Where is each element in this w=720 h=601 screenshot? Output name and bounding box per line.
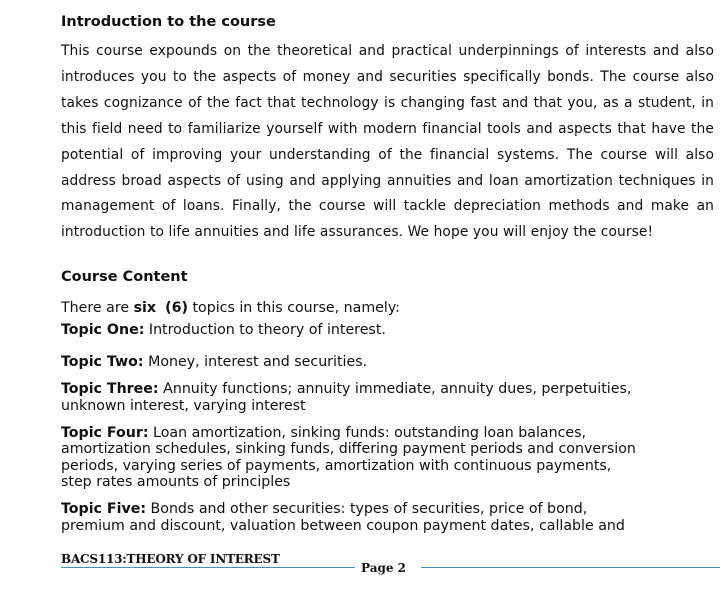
topic-label: Topic Five:	[61, 501, 147, 517]
topic-two	[61, 354, 641, 371]
topic-four	[61, 425, 641, 491]
topic-text: Introduction to theory of interest.	[144, 322, 386, 339]
topic-text: Loan amortization, sinking funds: outstanding loan balances, amortization schedules, sinking funds, differing payment periods and conversion periods, varying series of payments, amortization with continuous payments, step rates amounts of principles	[61, 424, 636, 491]
topic-three	[61, 381, 641, 414]
intro-heading: Introduction to the course	[61, 14, 276, 30]
topic-label: Topic Three:	[61, 381, 159, 398]
count-prefix: There are	[61, 300, 134, 317]
topic-text: Money, interest and securities.	[143, 353, 368, 370]
footer-rule-right	[421, 567, 720, 568]
count-suffix: topics in this course, namely:	[187, 300, 400, 317]
intro-paragraph: This course expounds on the theoretical and practical underpinnings of interests and also introduces you to the aspects of money and securities specifically bonds. The course also takes cognizance of the fact that technology is changing fast and that you, as a student, in this field need to familiarize yourself with modern financial tools and aspects that have the potential of improving your understanding of the financial systems. The course will also address broad aspects of using and applying annuities and loan amortization techniques in management of loans. Finally, the course will tackle depreciation methods and make an introduction to life annuities and life assurances. We hope you will enjoy the course!	[61, 43, 714, 241]
topic-one	[61, 322, 641, 339]
document-page	[61, 12, 714, 534]
course-content-heading: Course Content	[61, 269, 188, 286]
topic-label: Topic Two:	[61, 353, 144, 370]
topic-count-line	[61, 298, 714, 318]
topic-label: Topic Four:	[61, 424, 149, 441]
topic-label: Topic One:	[61, 322, 145, 339]
topic-five	[61, 501, 641, 534]
footer-rule-left	[61, 567, 355, 568]
count-number: (6)	[165, 300, 188, 317]
page-number: Page 2	[361, 561, 407, 575]
topic-text: Annuity functions; annuity immediate, annuity dues, perpetuities, unknown interest, varying interest	[61, 381, 632, 415]
footer-course-title: BACS113:THEORY OF INTEREST	[61, 552, 280, 566]
count-word: six	[133, 300, 157, 317]
topic-text: Bonds and other securities: types of securities, price of bond, premium and discount, valuation between coupon payment dates, callable and	[61, 501, 625, 534]
